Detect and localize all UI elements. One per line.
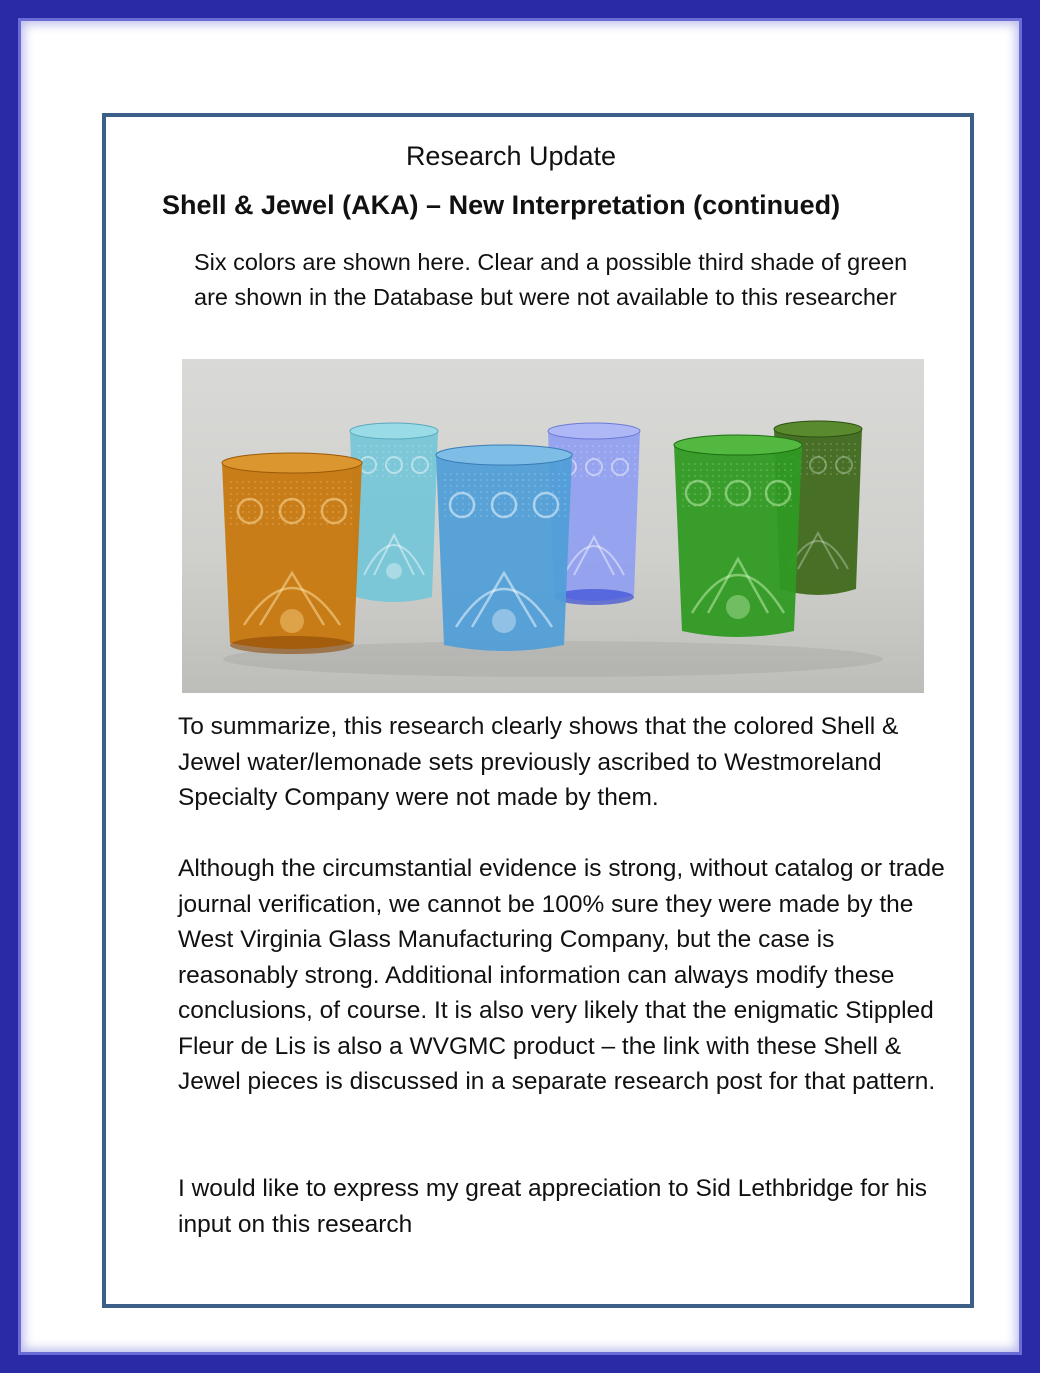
evidence-paragraph: Although the circumstantial evidence is strong, without catalog or trade journal verification, we cannot be 100% sure they were made by the West Virginia Glass Manufacturing Company, but the case is reasonably strong. Additional information can always modify these conclusions, of course. It is also very likely that the enigmatic Stippled Fleur de Lis is also a WVGMC product – the link with these Shell & Jewel pieces is discussed in a separate research post for that pattern. bbox=[178, 855, 945, 1095]
tumbler-sky-blue bbox=[436, 445, 572, 651]
kicker-heading: Research Update bbox=[405, 141, 617, 171]
intro-paragraph: Six colors are shown here. Clear and a possible third shade of green are shown in the Database but were not available to this researcher bbox=[194, 249, 908, 310]
tumbler-amber bbox=[222, 453, 362, 654]
tumbler-emerald-green bbox=[674, 435, 802, 637]
tumbler-aqua bbox=[350, 423, 438, 602]
tumblers-photo bbox=[182, 359, 924, 693]
page-title: Shell & Jewel (AKA) – New Interpretation (continued) bbox=[162, 190, 841, 220]
content-panel bbox=[102, 113, 974, 1308]
summary-paragraph: To summarize, this research clearly shows that the colored Shell & Jewel water/lemonade sets previously ascribed to Westmoreland Specialty Company were not made by them. bbox=[178, 713, 899, 811]
acknowledgement-paragraph: I would like to express my great appreciation to Sid Lethbridge for his input on this research bbox=[178, 1175, 928, 1238]
